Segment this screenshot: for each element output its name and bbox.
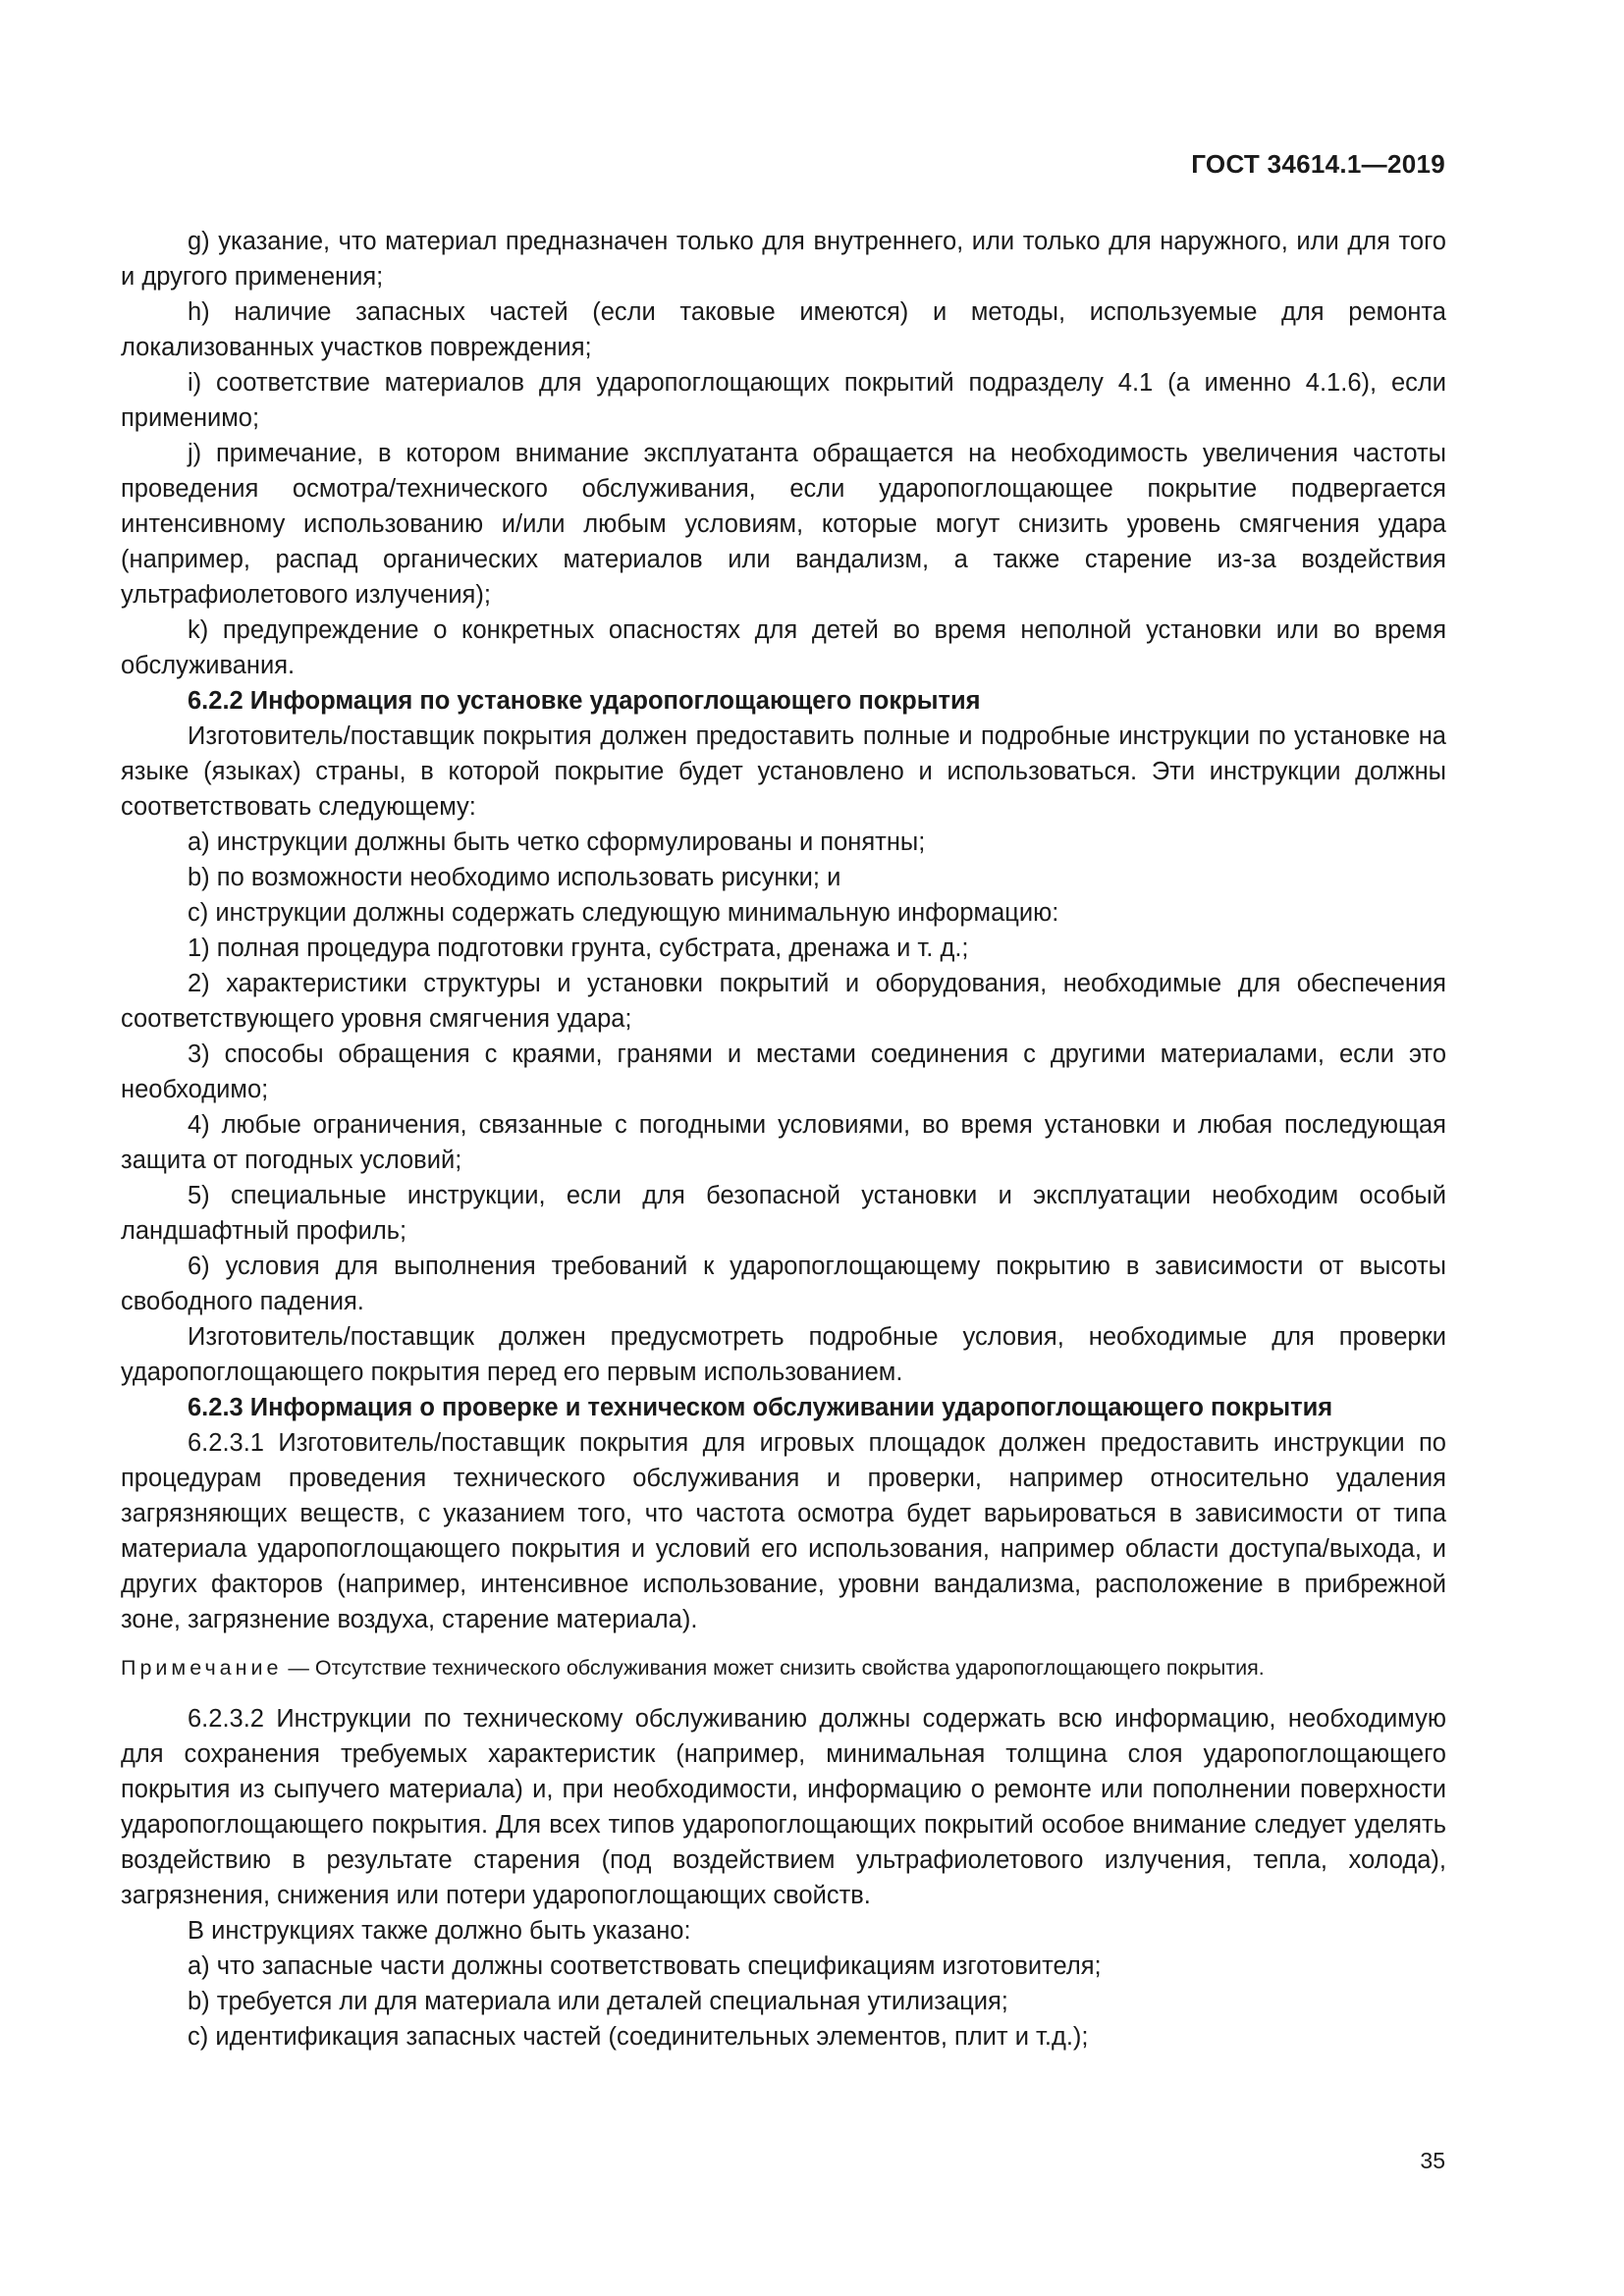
paragraph-6-2-3-2-also: В инструкциях также должно быть указано: [188,1917,691,1945]
list-item-a: а) инструкции должны быть четко сформулированы и понятны; [188,828,926,856]
section-heading-6-2-2: 6.2.2 Информация по установке ударопоглощающего покрытия [188,687,981,715]
document-code: ГОСТ 34614.1—2019 [1191,149,1445,179]
list-item-i: i) соответствие материалов для ударопоглощающих покрытий подразделу 4.1 (а именно 4.1.6), если применимо; [121,369,1446,432]
list-item-g: g) указание, что материал предназначен только для внутреннего, или только для наружного, или для того и другого применения; [121,228,1446,291]
document-body [121,224,1446,2055]
list-item-4: 4) любые ограничения, связанные с погодными условиями, во время установки и любая последующая защита от погодных условий; [121,1111,1446,1174]
list-item-k: k) предупреждение о конкретных опасностях для детей во время неполной установки или во время обслуживания. [121,616,1446,679]
list-item-b-2: b) требуется ли для материала или деталей специальная утилизация; [188,1988,1008,2015]
section-heading-6-2-3: 6.2.3 Информация о проверке и техническом обслуживании ударопоглощающего покрытия [188,1394,1333,1421]
paragraph-6-2-3-2: 6.2.3.2 Инструкции по техническому обслуживанию должны содержать всю информацию, необходимую для сохранения требуемых характеристик (например, минимальная толщина слоя ударопоглощающего покрытия из сыпучего материала) и, при необходимости, информацию о ремонте или пополнении поверхности ударопоглощающего покрытия. Для всех типов ударопоглощающих покрытий особое внимание следует уделять воздействию в результате старения (под воздействием ультрафиолетового излучения, тепла, холода), загрязнения, снижения или потери ударопоглощающих свойств. [121,1705,1446,1909]
list-item-2: 2) характеристики структуры и установки покрытий и оборудования, необходимые для обеспечения соответствующего уровня смягчения удара; [121,970,1446,1033]
paragraph-6-2-2-intro: Изготовитель/поставщик покрытия должен предоставить полные и подробные инструкции по установке на языке (языках) страны, в которой покрытие будет установлено и использоваться. Эти инструкции должны соответствовать следующему: [121,722,1446,821]
list-item-a-2: а) что запасные части должны соответствовать спецификациям изготовителя; [188,1952,1102,1980]
list-item-5: 5) специальные инструкции, если для безопасной установки и эксплуатации необходим особый ландшафтный профиль; [121,1182,1446,1245]
list-item-3: 3) способы обращения с краями, гранями и местами соединения с другими материалами, если это необходимо; [121,1041,1446,1103]
list-item-c-2: с) идентификация запасных частей (соединительных элементов, плит и т.д.); [188,2023,1089,2051]
page-number: 35 [1420,2148,1445,2173]
note-label: Примечание [121,1656,283,1680]
list-item-1: 1) полная процедура подготовки грунта, субстрата, дренажа и т. д.; [188,934,969,962]
note-text: — Отсутствие технического обслуживания может снизить свойства ударопоглощающего покрытия. [282,1656,1265,1680]
list-item-6: 6) условия для выполнения требований к ударопоглощающему покрытию в зависимости от высоты свободного падения. [121,1253,1446,1315]
note [121,1653,1446,1683]
list-item-c: с) инструкции должны содержать следующую минимальную информацию: [188,899,1059,927]
paragraph-6-2-2-end: Изготовитель/поставщик должен предусмотреть подробные условия, необходимые для проверки ударопоглощающего покрытия перед его первым использованием. [121,1323,1446,1386]
paragraph-6-2-3-1: 6.2.3.1 Изготовитель/поставщик покрытия для игровых площадок должен предоставить инструкции по процедурам проведения технического обслуживания и проверки, например относительно удаления загрязняющих веществ, с указанием того, что частота осмотра будет варьироваться в зависимости от типа материала ударопоглощающего покрытия и условий его использования, например области доступа/выхода, и других факторов (например, интенсивное использование, уровни вандализма, расположение в прибрежной зоне, загрязнение воздуха, старение материала). [121,1429,1446,1633]
list-item-h: h) наличие запасных частей (если таковые имеются) и методы, используемые для ремонта локализованных участков повреждения; [121,298,1446,361]
list-item-b: b) по возможности необходимо использовать рисунки; и [188,864,841,891]
list-item-j: j) примечание, в котором внимание эксплуатанта обращается на необходимость увеличения частоты проведения осмотра/технического обслуживания, если ударопоглощающее покрытие подвергается интенсивному использованию и/или любым условиям, которые могут снизить уровень смягчения удара (например, распад органических материалов или вандализм, а также старение из-за воздействия ультрафиолетового излучения); [121,440,1446,609]
